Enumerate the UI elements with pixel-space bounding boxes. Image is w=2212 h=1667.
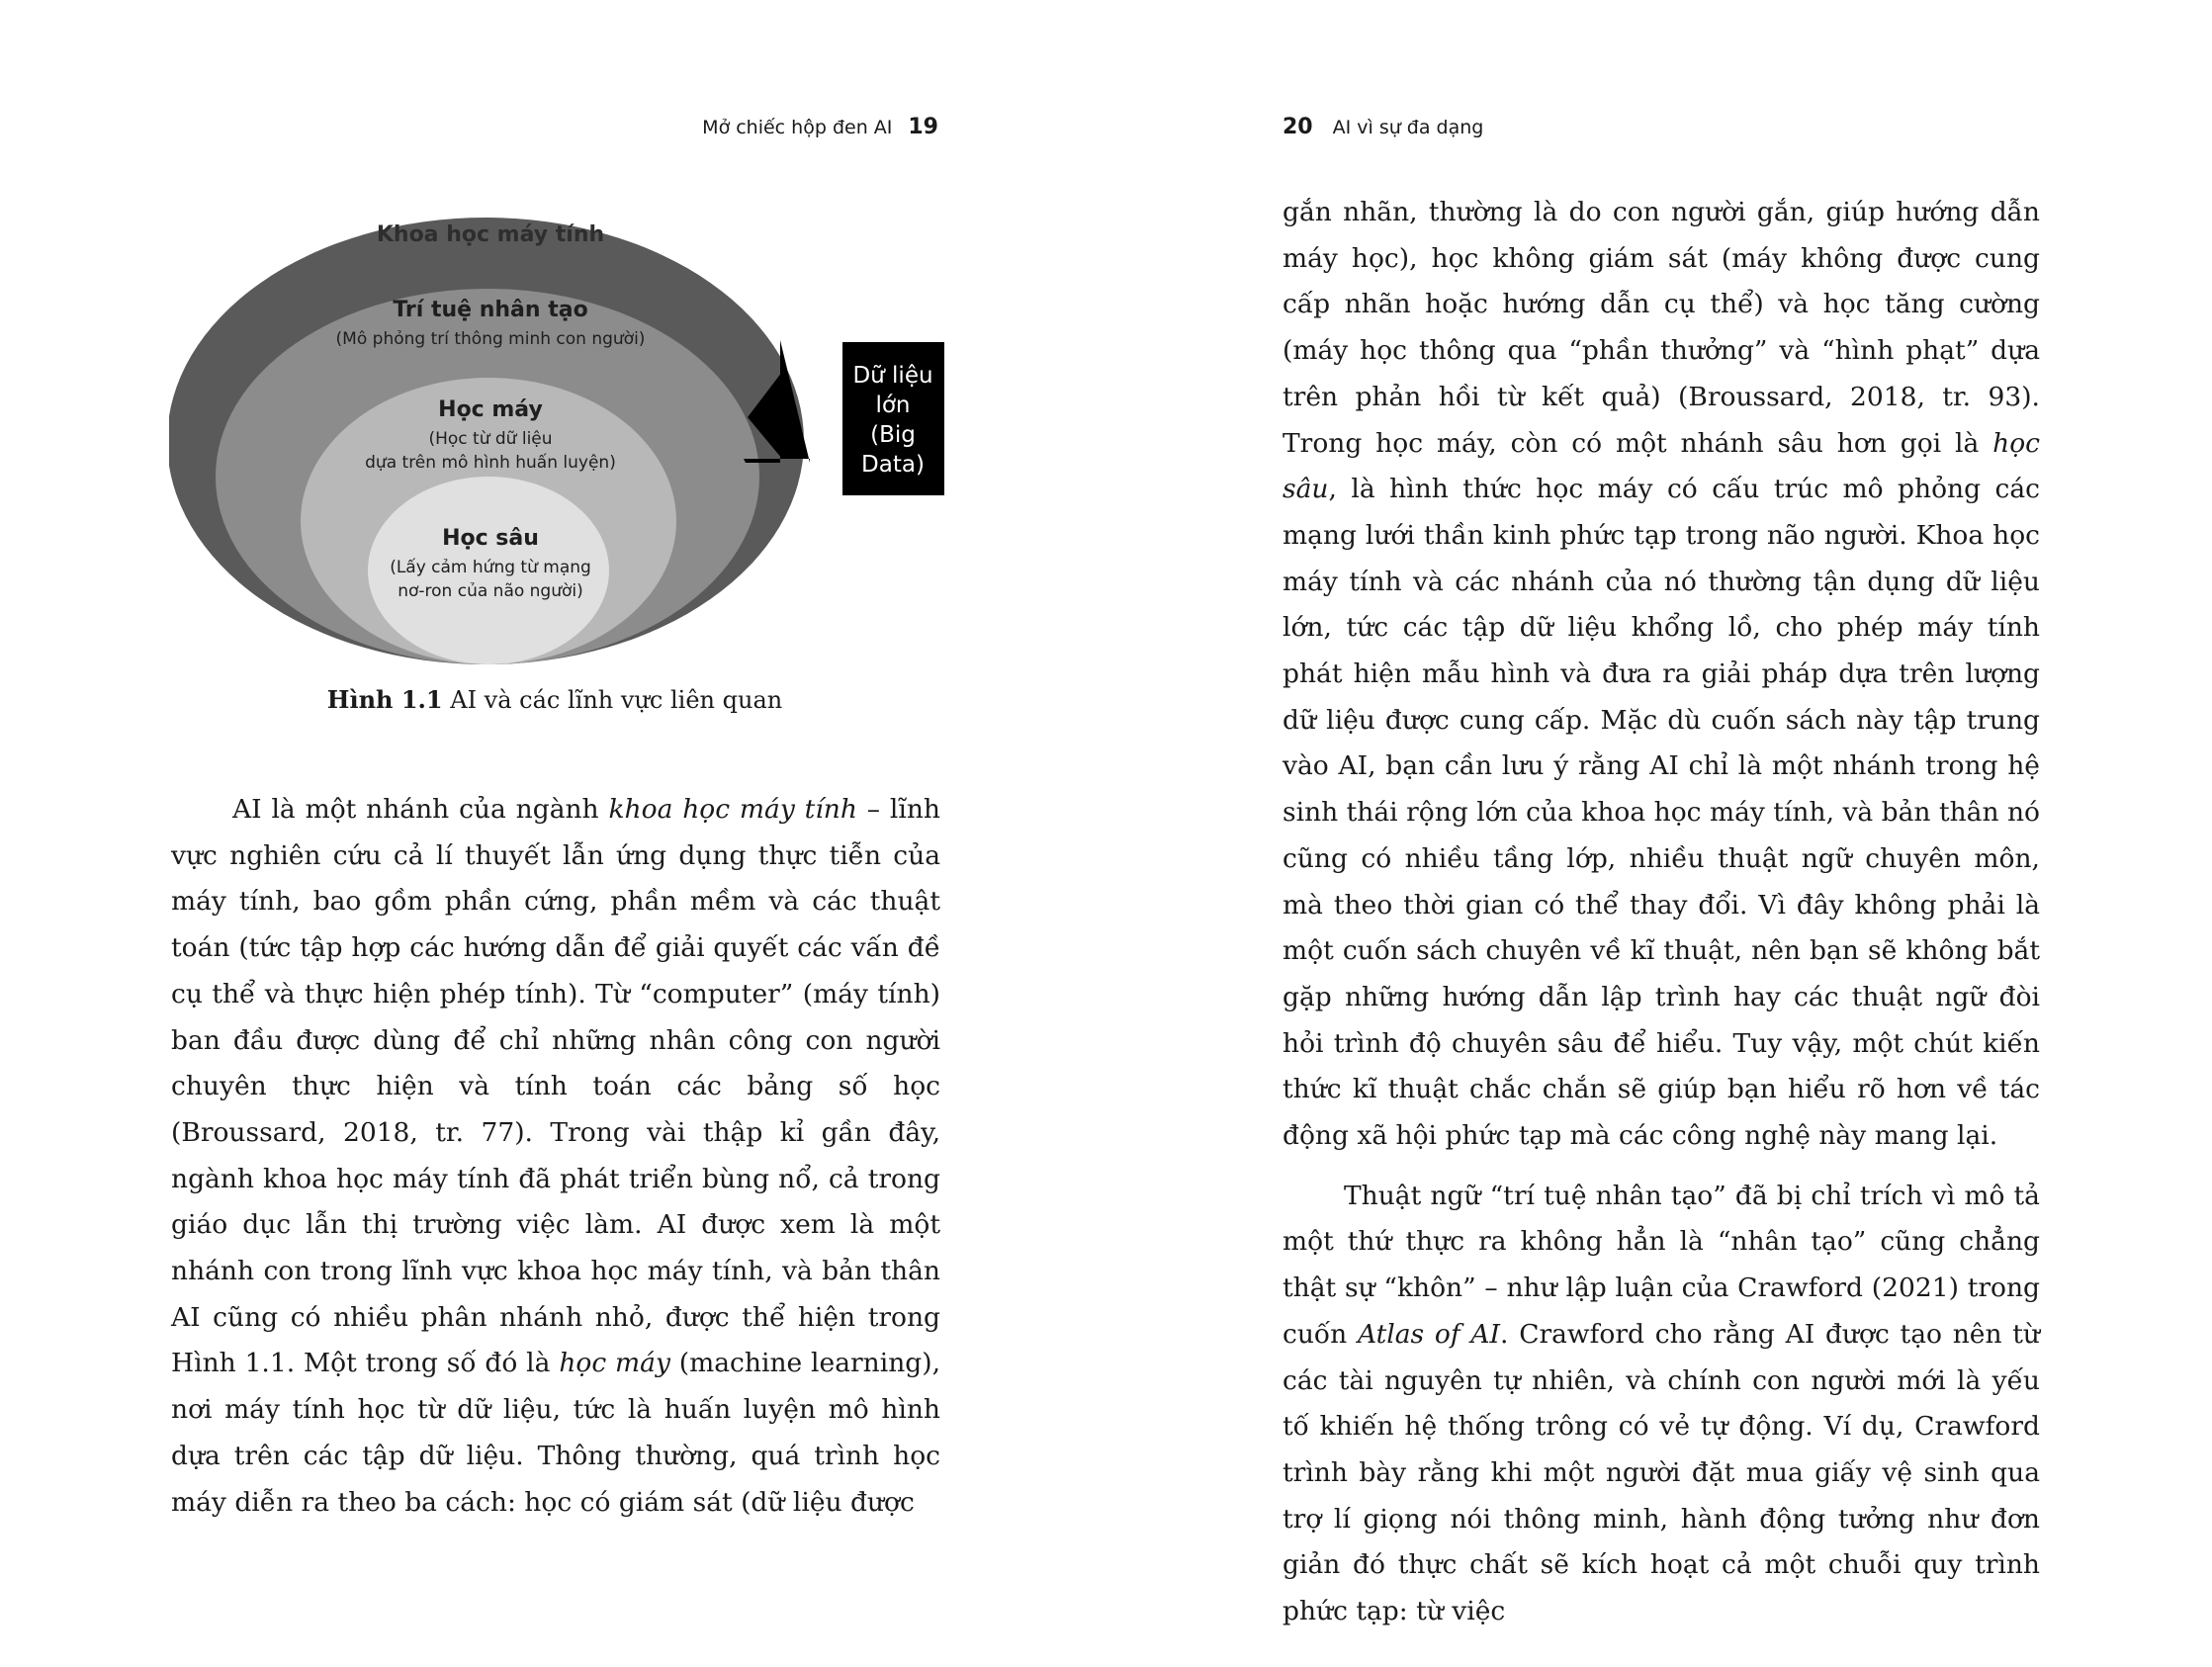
text-run: gắn nhãn, thường là do con người gắn, giúp hướng dẫn máy học), học không giám sát (máy không được cung cấp nhãn hoặc hướng dẫn cụ thể) và học tăng cường (máy học thông qua “phần thưởng” và “hình phạt” dựa trên phản hồi từ kết quả) (Broussard, 2018, tr. 93). Trong học máy, còn có một nhánh sâu hơn gọi là [1283,197,2040,459]
body-text-left [171,787,940,1526]
layer-title-ml: Học máy [438,397,543,422]
big-data-label-4: Data) [861,452,925,478]
italic-term: học máy [559,1348,670,1379]
figure-ai-diagram [169,194,960,668]
text-run: Thuật ngữ “trí tuệ nhân tạo” đã bị chỉ trích vì mô tả một thứ thực ra không hẳn là “nhân tạo” cũng chẳng thật sự “khôn” – như lập luận của Crawford (2021) trong cuốn [1283,1180,2040,1350]
layer-title-ai: Trí tuệ nhân tạo [393,298,588,322]
text-run: AI là một nhánh của ngành [232,794,609,825]
caption-label: Hình 1.1 [326,685,443,714]
layer-desc-ml-2: dựa trên mô hình huấn luyện) [365,453,616,473]
running-header-left [702,115,938,139]
layer-desc-ai: (Mô phỏng trí thông minh con người) [335,329,646,349]
chapter-title: Mở chiếc hộp đen AI [702,117,893,138]
running-header-right [1283,115,1483,139]
big-data-label-3: (Big [870,422,916,448]
layer-title-dl: Học sâu [442,526,539,551]
italic-term: khoa học máy tính [608,794,857,825]
layer-desc-dl-1: (Lấy cảm hứng từ mạng [390,558,591,577]
figure-caption [169,685,940,714]
page-number: 20 [1283,115,1313,139]
body-text-right [1283,190,2040,1635]
layer-title-cs: Khoa học máy tính [376,222,605,247]
text-run: (machine learning), nơi máy tính học từ dữ liệu, tức là huấn luyện mô hình dựa trên các tập dữ liệu. Thông thường, quá trình học máy diễn ra theo ba cách: học có giám sát (dữ liệu được [171,1348,941,1518]
layer-desc-dl-2: nơ-ron của não người) [398,581,583,601]
text-run: , là hình thức học máy có cấu trúc mô phỏng các mạng lưới thần kinh phức tạp trong não người. Khoa học máy tính và các nhánh của nó thường tận dụng dữ liệu lớn, tức các tập dữ liệu khổng lồ, cho phép máy tính phát hiện mẫu hình và đưa ra giải pháp dựa trên lượng dữ liệu được cung cấp. Mặc dù cuốn sách này tập trung vào AI, bạn cần lưu ý rằng AI chỉ là một nhánh trong hệ sinh thái rộng lớn của khoa học máy tính, và bản thân nó cũng có nhiều tầng lớp, nhiều thuật ngữ chuyên môn, mà theo thời gian có thể thay đổi. Vì đây không phải là một cuốn sách chuyên về kĩ thuật, nên bạn sẽ không bắt gặp những hướng dẫn lập trình hay các thuật ngữ đòi hỏi trình độ chuyên sâu để hiểu. Tuy vậy, một chút kiến thức kĩ thuật chắc chắn sẽ giúp bạn hiểu rõ hơn về tác động xã hội phức tạp mà các công nghệ này mang lại. [1283,474,2040,1152]
caption-text: AI và các lĩnh vực liên quan [442,686,783,714]
paragraph [171,787,940,1526]
layer-desc-ml-1: (Học từ dữ liệu [428,429,553,449]
book-title: AI vì sự đa dạng [1332,117,1484,138]
text-run: . Crawford cho rằng AI được tạo nên từ các tài nguyên tự nhiên, và chính con người mới là yếu tố khiến hệ thống trông có vẻ tự động. Ví dụ, Crawford trình bày rằng khi một người đặt mua giấy vệ sinh qua trợ lí giọng nói thông minh, hành động tưởng như đơn giản đó thực chất sẽ kích hoạt cả một chuỗi quy trình phức tạp: từ việc [1283,1318,2040,1627]
right-page [1106,0,2212,1667]
paragraph [1283,1174,2040,1635]
text-run: – lĩnh vực nghiên cứu cả lí thuyết lẫn ứng dụng thực tiễn của máy tính, bao gồm phần cứng, phần mềm và các thuật toán (tức tập hợp các hướng dẫn để giải quyết các vấn đề cụ thể và thực hiện phép tính). Từ “computer” (máy tính) ban đầu được dùng để chỉ những nhân công con người chuyên thực hiện và tính toán các bảng số học (Broussard, 2018, tr. 77). Trong vài thập kỉ gần đây, ngành khoa học máy tính đã phát triển bùng nổ, cả trong giáo dục lẫn thị trường việc làm. AI được xem là một nhánh con trong lĩnh vực khoa học máy tính, và bản thân AI cũng có nhiều phân nhánh nhỏ, được thể hiện trong Hình 1.1. Một trong số đó là [171,794,940,1379]
paragraph [1283,190,2040,1160]
page-number: 19 [908,115,938,139]
big-data-label-1: Dữ liệu [852,363,933,389]
italic-term: Atlas of AI [1357,1318,1501,1350]
italic-term: học sâu [1283,427,2040,505]
big-data-label-2: lớn [875,393,911,418]
